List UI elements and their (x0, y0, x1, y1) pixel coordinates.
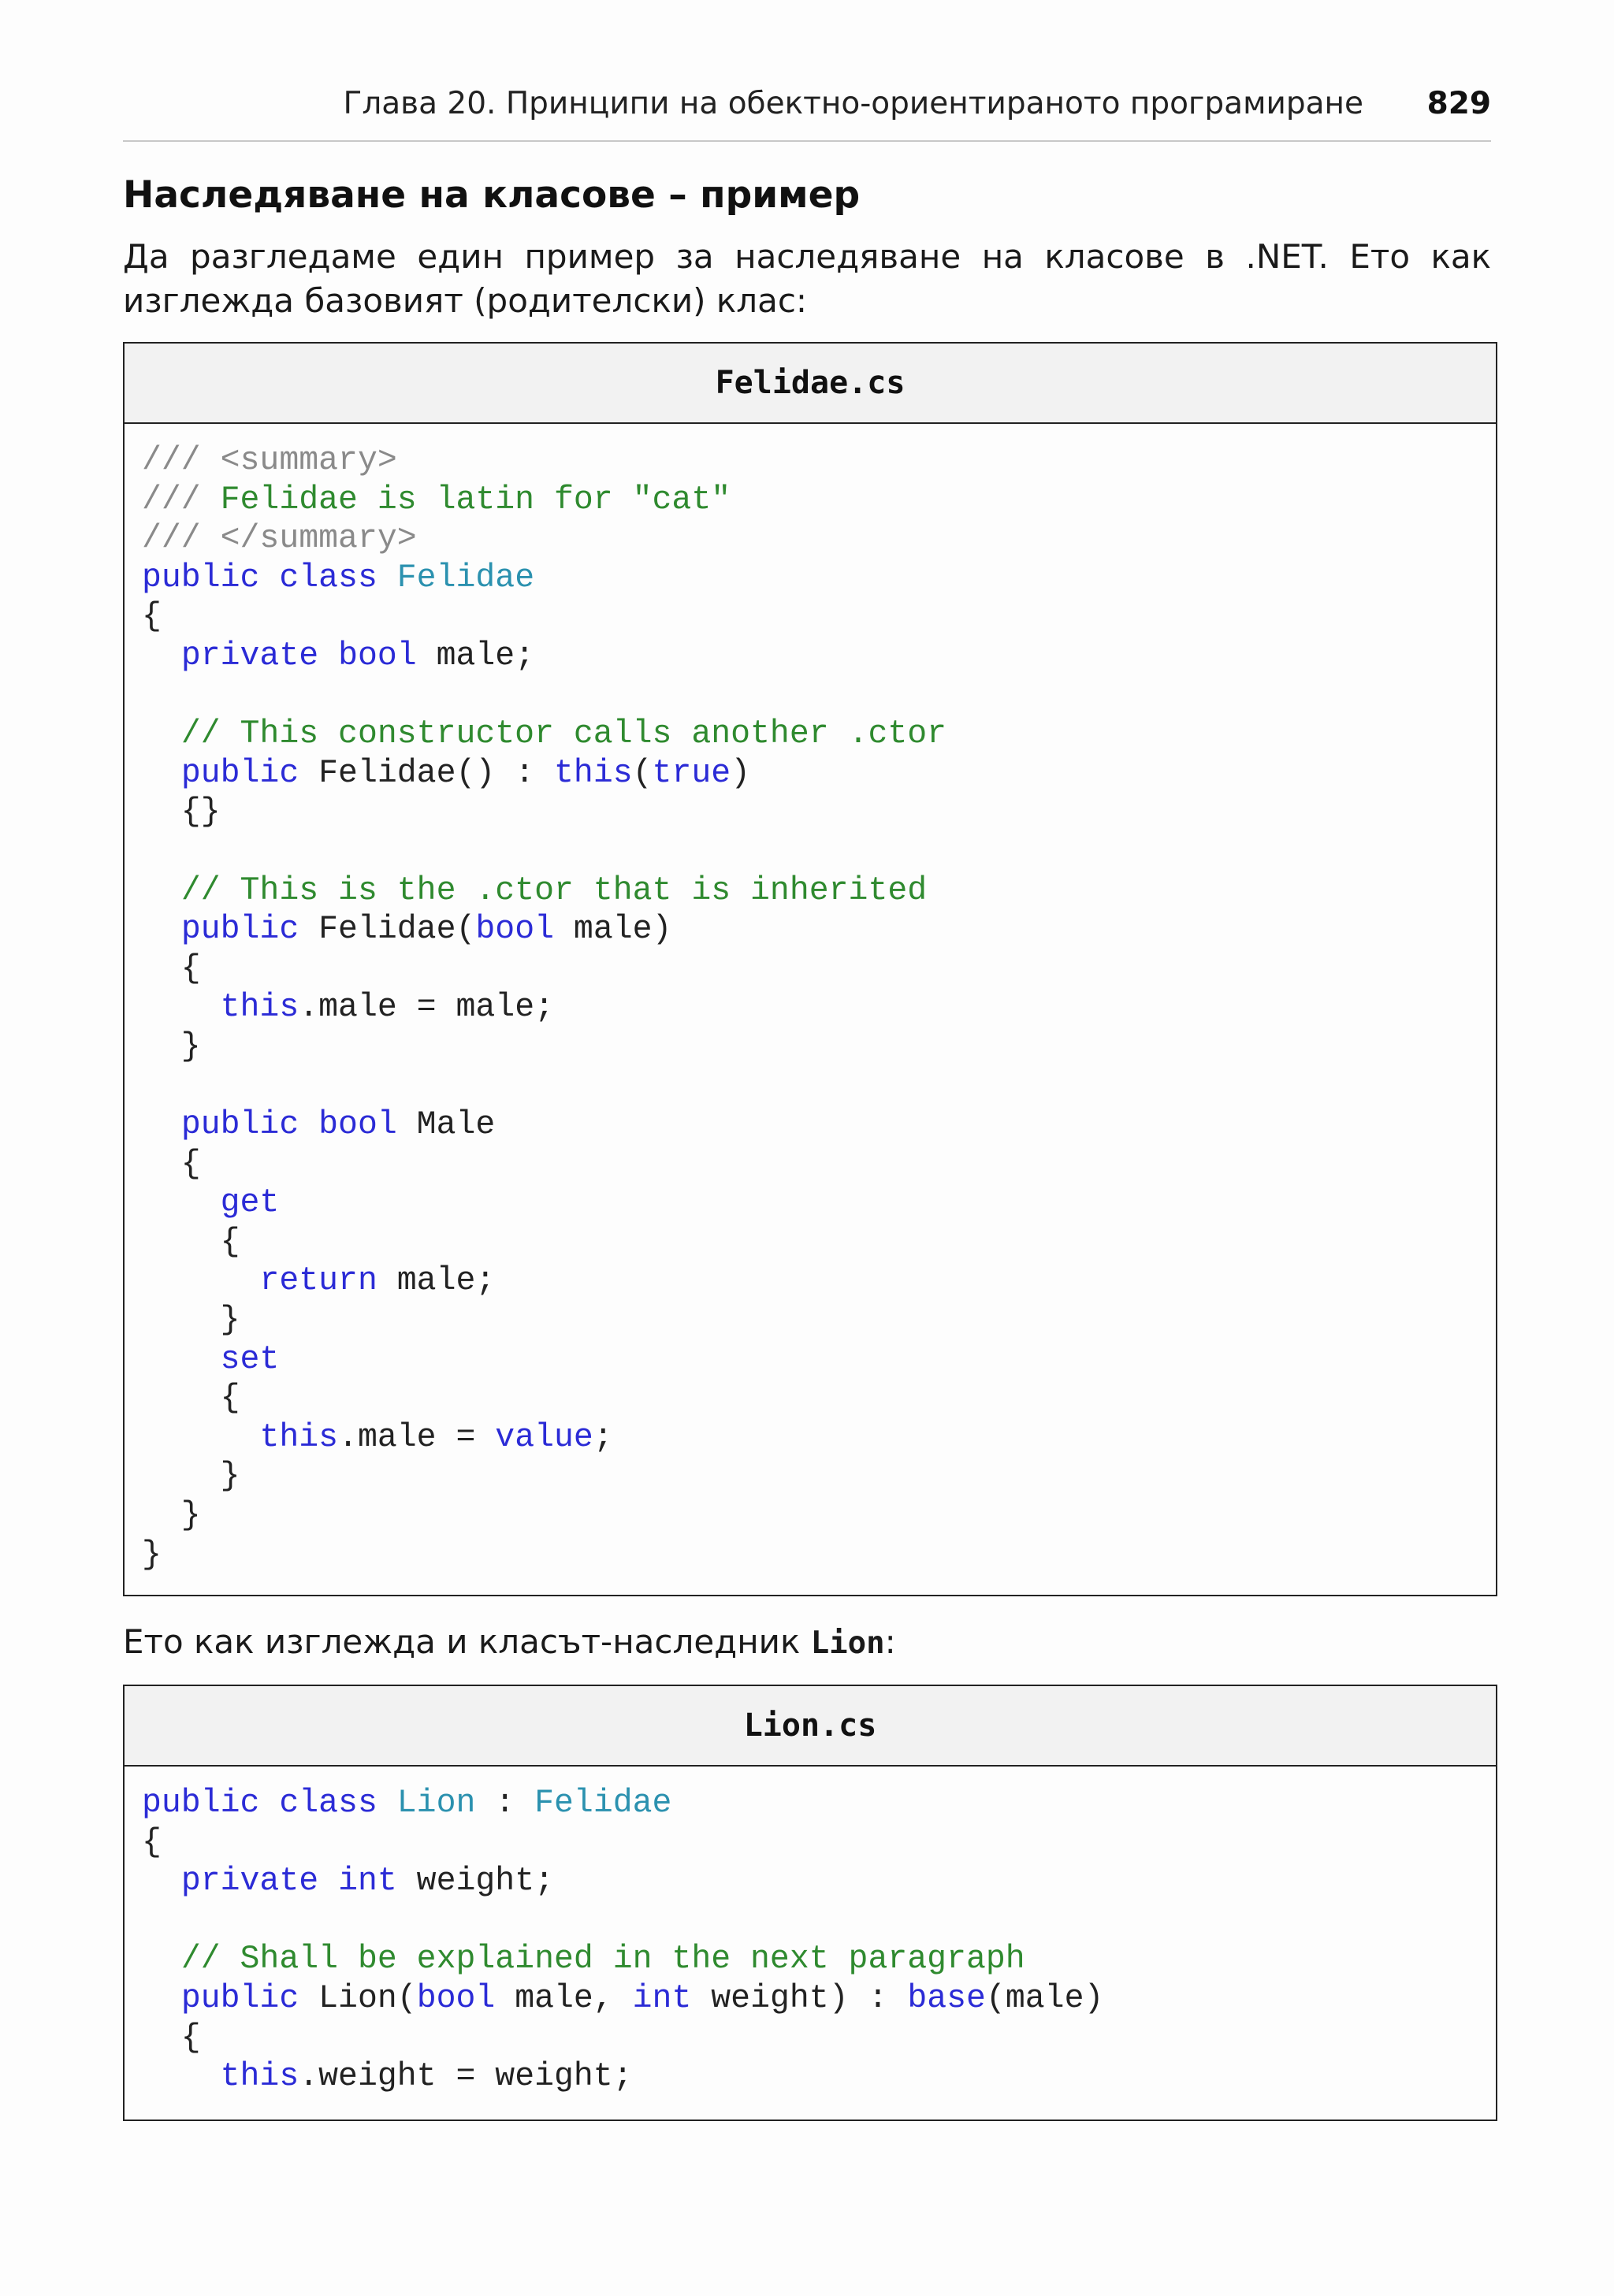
code-token: male) (554, 911, 672, 949)
page-number: 829 (1426, 86, 1491, 121)
code-token: Lion (396, 1785, 476, 1822)
code-line (142, 1496, 1478, 1536)
code-token (142, 1262, 259, 1299)
code-token: value (495, 1418, 593, 1456)
inline-code-lion: Lion (810, 1625, 885, 1661)
chapter-title: Глава 20. Принципи на обектно-ориентираното програмиране (343, 86, 1363, 121)
section-title: Наследяване на класове – пример (123, 173, 861, 217)
code-line (142, 715, 1478, 754)
code-token: this (220, 989, 299, 1027)
code-listing-felidae (123, 342, 1497, 1596)
code-token (142, 911, 181, 948)
code-token: ( (632, 754, 653, 792)
code-line (142, 1301, 1478, 1340)
code-line (142, 597, 1478, 637)
code-block (125, 424, 1496, 1574)
code-token (299, 1106, 318, 1143)
code-token: Felidae is latin for "cat" (220, 481, 731, 518)
code-token: { (142, 1145, 201, 1183)
code-token: // This constructor calls another .ctor (180, 715, 947, 753)
code-token: base (907, 1979, 986, 2017)
code-token (142, 872, 181, 909)
lead-colon: : (884, 1622, 896, 1661)
code-line (142, 1223, 1478, 1262)
code-line (142, 871, 1478, 911)
code-token: } (142, 1497, 201, 1535)
code-token: bool (318, 1106, 397, 1144)
code-token (318, 637, 338, 674)
code-token: // This is the .ctor that is inherited (180, 871, 928, 909)
code-token: } (142, 1302, 240, 1339)
code-line (142, 1784, 1478, 1823)
code-token: int (632, 1979, 692, 2017)
code-line (142, 676, 1478, 715)
code-token (259, 1785, 279, 1822)
code-token: Felidae( (299, 911, 476, 949)
code-token: public (142, 1785, 260, 1822)
listing-filename: Felidae.cs (125, 344, 1496, 424)
code-token: } (142, 1458, 240, 1495)
code-token: public (180, 754, 299, 792)
code-token: public (180, 1106, 299, 1144)
code-token: Felidae (534, 1785, 672, 1822)
page-header (123, 85, 1491, 142)
code-line (142, 1340, 1478, 1380)
code-token (142, 637, 181, 674)
code-token (142, 1106, 181, 1143)
intro-paragraph: Да разгледаме един пример за наследяване на класове в .NET. Ето как изглежда базовият (родителски) клас: (123, 237, 1491, 320)
code-line (142, 910, 1478, 949)
code-line (142, 1105, 1478, 1145)
code-line (142, 519, 1478, 559)
code-line (142, 1183, 1478, 1223)
code-token (377, 1785, 397, 1822)
code-token: return (259, 1262, 377, 1300)
code-line (142, 1823, 1478, 1863)
code-line (142, 441, 1478, 481)
code-line (142, 1067, 1478, 1106)
code-token: this (220, 2058, 299, 2096)
code-token: class (279, 1785, 377, 1822)
code-token: .weight = weight; (299, 2058, 633, 2096)
code-token: set (220, 1340, 280, 1378)
code-token (377, 559, 397, 596)
code-line (142, 1379, 1478, 1418)
code-token: this (554, 754, 633, 792)
code-token: .male = male; (299, 989, 555, 1027)
code-token (142, 1419, 259, 1456)
code-token: // Shall be explained in the next paragraph (180, 1941, 1025, 1978)
code-token: .male = (338, 1418, 496, 1456)
code-line (142, 754, 1478, 793)
code-line (142, 832, 1478, 871)
code-line (142, 637, 1478, 676)
code-token: public (180, 1979, 299, 2017)
code-token: /// (142, 481, 221, 518)
code-token: bool (338, 637, 417, 674)
code-token: public (180, 911, 299, 949)
code-token (142, 715, 181, 752)
code-line (142, 1940, 1478, 1979)
code-token (318, 1863, 338, 1900)
code-token: Felidae (396, 559, 535, 596)
code-token: this (259, 1418, 339, 1456)
code-token: /// <summary> (142, 442, 397, 479)
code-token: } (142, 1027, 201, 1065)
code-token: Lion( (299, 1979, 417, 2017)
code-token: /// </summary> (142, 520, 417, 558)
code-line (142, 949, 1478, 989)
code-token: male, (495, 1979, 633, 2017)
code-listing-lion (123, 1685, 1497, 2121)
code-line (142, 1145, 1478, 1184)
code-token: { (142, 1823, 162, 1861)
code-token: private (180, 1863, 319, 1900)
code-token: ) (731, 754, 751, 792)
code-token: Male (396, 1106, 496, 1144)
code-token: } (142, 1536, 162, 1573)
code-token (142, 755, 181, 792)
code-block (125, 1767, 1496, 2097)
code-line (142, 559, 1478, 598)
code-token (142, 989, 221, 1026)
code-line (142, 1979, 1478, 2019)
lead-text: Ето как изглежда и класът-наследник (123, 1622, 811, 1661)
listing-filename: Lion.cs (125, 1686, 1496, 1767)
code-token: private (180, 637, 319, 674)
code-token: Felidae() : (299, 754, 555, 792)
code-token: { (142, 949, 201, 987)
code-token (142, 2058, 221, 2095)
code-token: ; (593, 1418, 613, 1456)
code-token: : (475, 1785, 535, 1822)
code-token: { (142, 2019, 201, 2056)
code-token: int (338, 1863, 397, 1900)
code-line (142, 988, 1478, 1027)
code-line (142, 1027, 1478, 1067)
code-token: { (142, 1223, 240, 1261)
code-token (142, 1863, 181, 1900)
code-token (142, 1184, 221, 1221)
code-line (142, 1418, 1478, 1458)
code-line (142, 481, 1478, 520)
code-token: true (652, 754, 731, 792)
code-token: class (279, 559, 377, 596)
code-token: weight; (396, 1863, 555, 1900)
code-line (142, 1536, 1478, 1575)
code-token: male; (416, 637, 535, 674)
code-line (142, 1261, 1478, 1301)
code-line (142, 2019, 1478, 2058)
code-line (142, 1862, 1478, 1901)
code-line (142, 793, 1478, 832)
lead-paragraph (123, 1620, 896, 1666)
code-token: male; (377, 1262, 496, 1300)
code-token (142, 1980, 181, 2017)
code-token (259, 559, 279, 596)
code-line (142, 1457, 1478, 1496)
code-line (142, 1901, 1478, 1941)
code-token: public (142, 559, 260, 596)
code-line (142, 2057, 1478, 2097)
code-token: {} (142, 793, 221, 831)
code-token: bool (475, 911, 555, 949)
code-token (142, 1341, 221, 1378)
code-token: weight) : (691, 1979, 908, 2017)
code-token: bool (416, 1979, 496, 2017)
code-token: get (220, 1184, 280, 1222)
code-token: (male) (985, 1979, 1104, 2017)
code-token: { (142, 1380, 240, 1417)
code-token: { (142, 598, 162, 636)
code-token (142, 1941, 181, 1978)
